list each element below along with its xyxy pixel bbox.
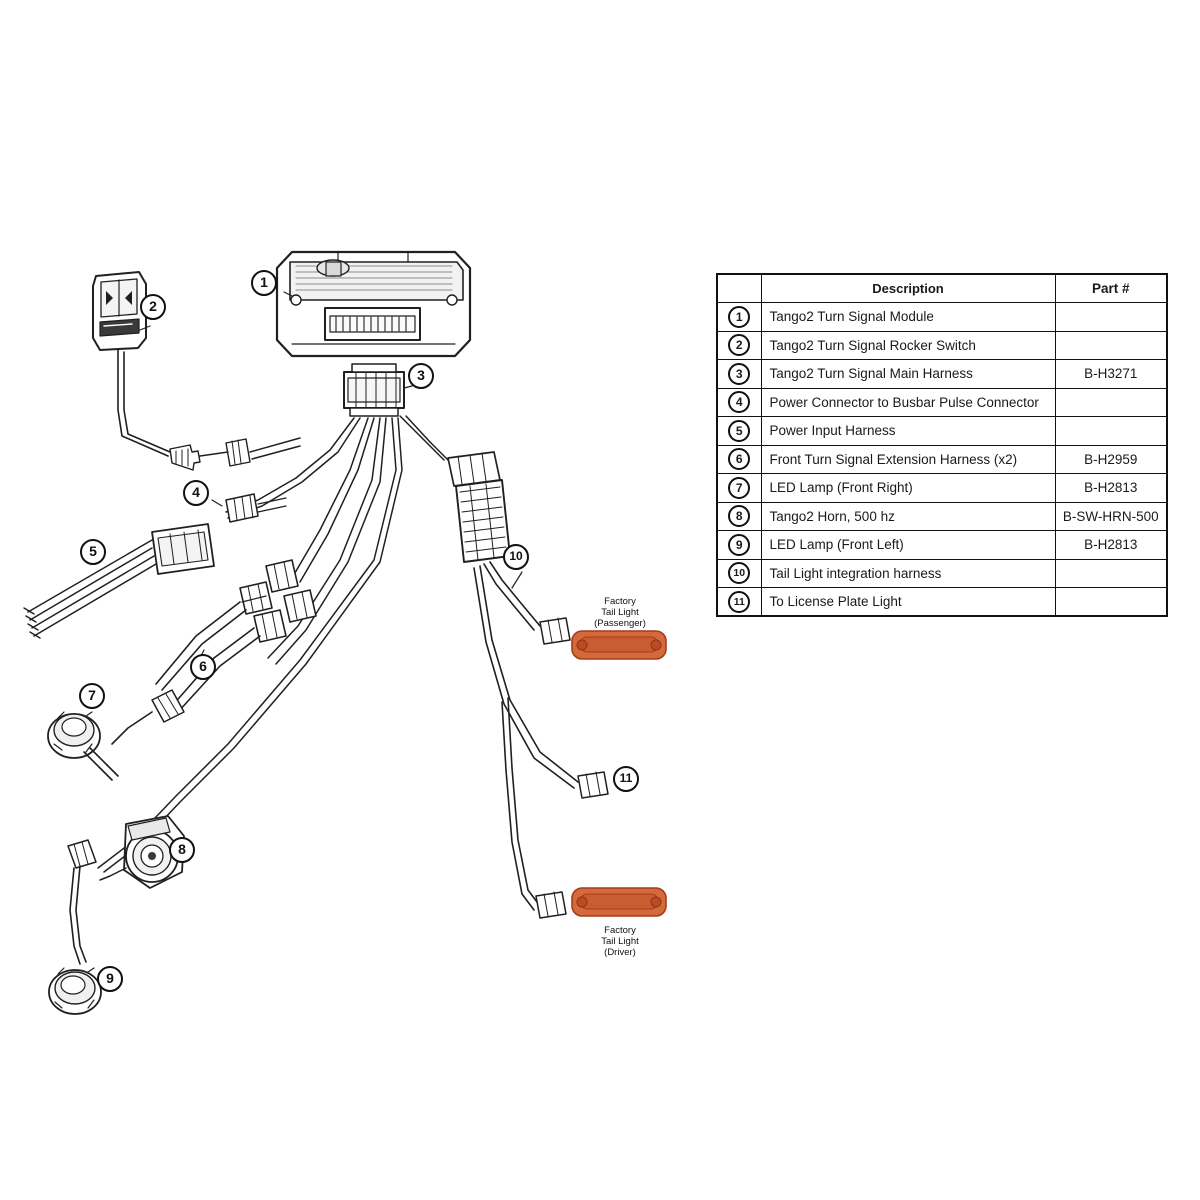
tail-light-integration-harness	[448, 452, 608, 918]
callout-11: 11	[613, 766, 639, 792]
legend-row-description: Tango2 Turn Signal Module	[761, 303, 1055, 332]
tail-light-driver-caption	[575, 925, 665, 958]
legend-row-number	[717, 417, 761, 446]
led-lamp-front-left	[49, 968, 101, 1014]
legend-badge: 8	[728, 505, 750, 527]
table-row	[717, 588, 1167, 617]
table-row	[717, 360, 1167, 389]
power-input-harness	[24, 524, 214, 638]
callout-9: 9	[97, 966, 123, 992]
legend-badge: 6	[728, 448, 750, 470]
callout-2: 2	[140, 294, 166, 320]
legend-row-number	[717, 474, 761, 503]
legend-badge: 9	[728, 534, 750, 556]
factory-tail-light-driver	[572, 888, 666, 916]
legend-row-part	[1055, 588, 1167, 617]
callout-1: 1	[251, 270, 277, 296]
front-extension-harness	[112, 560, 316, 744]
table-row	[717, 303, 1167, 332]
table-row	[717, 388, 1167, 417]
legend-row-number	[717, 360, 761, 389]
legend-header-number	[717, 274, 761, 303]
main-harness-connector	[344, 364, 404, 416]
factory-tail-light-passenger	[572, 631, 666, 659]
callout-6: 6	[190, 654, 216, 680]
legend-row-part	[1055, 417, 1167, 446]
legend-row-description: Tango2 Turn Signal Main Harness	[761, 360, 1055, 389]
callout-7: 7	[79, 683, 105, 709]
legend-row-part	[1055, 331, 1167, 360]
caption-line-3: (Passenger)	[594, 618, 646, 629]
legend-row-description: LED Lamp (Front Right)	[761, 474, 1055, 503]
legend-row-number	[717, 388, 761, 417]
callout-4: 4	[183, 480, 209, 506]
legend-row-description: Front Turn Signal Extension Harness (x2)	[761, 445, 1055, 474]
legend-row-part: B-SW-HRN-500	[1055, 502, 1167, 531]
led-lamp-front-right	[48, 712, 118, 780]
legend-row-description: To License Plate Light	[761, 588, 1055, 617]
callout-10: 10	[503, 544, 529, 570]
table-row	[717, 531, 1167, 560]
legend-badge: 4	[728, 391, 750, 413]
callout-8: 8	[169, 837, 195, 863]
legend-row-part: B-H3271	[1055, 360, 1167, 389]
module-body	[277, 252, 470, 356]
table-row	[717, 445, 1167, 474]
rocker-switch	[93, 272, 300, 470]
legend-header-row	[717, 274, 1167, 303]
legend-row-number	[717, 303, 761, 332]
legend-row-description: Power Input Harness	[761, 417, 1055, 446]
legend-badge: 5	[728, 420, 750, 442]
legend-badge: 7	[728, 477, 750, 499]
left-lamp-lead	[68, 840, 96, 964]
caption-line-2: Tail Light	[601, 607, 639, 618]
table-row	[717, 502, 1167, 531]
legend-row-part: B-H2959	[1055, 445, 1167, 474]
caption-line-3: (Driver)	[604, 947, 636, 958]
legend-row-description: Tail Light integration harness	[761, 559, 1055, 588]
legend-row-part	[1055, 388, 1167, 417]
legend-header-description: Description	[761, 274, 1055, 303]
legend-badge: 3	[728, 363, 750, 385]
harness-branches	[98, 416, 450, 872]
parts-legend-table	[716, 273, 1168, 617]
legend-row-description: Tango2 Horn, 500 hz	[761, 502, 1055, 531]
legend-row-part: B-H2813	[1055, 531, 1167, 560]
caption-line-1: Factory	[604, 596, 636, 607]
caption-line-1: Factory	[604, 925, 636, 936]
legend-row-number	[717, 445, 761, 474]
legend-row-description: Power Connector to Busbar Pulse Connector	[761, 388, 1055, 417]
legend-row-description: LED Lamp (Front Left)	[761, 531, 1055, 560]
table-row	[717, 417, 1167, 446]
callout-5: 5	[80, 539, 106, 565]
table-row	[717, 559, 1167, 588]
legend-row-part	[1055, 559, 1167, 588]
legend-row-number	[717, 588, 761, 617]
legend-badge: 10	[728, 562, 750, 584]
table-row	[717, 331, 1167, 360]
legend-row-number	[717, 331, 761, 360]
legend-badge: 1	[728, 306, 750, 328]
table-row	[717, 474, 1167, 503]
legend-header-part: Part #	[1055, 274, 1167, 303]
caption-line-2: Tail Light	[601, 936, 639, 947]
legend-row-number	[717, 559, 761, 588]
tail-light-passenger-caption	[575, 596, 665, 629]
legend-row-number	[717, 502, 761, 531]
callout-3: 3	[408, 363, 434, 389]
power-busbar-connector	[226, 494, 286, 522]
legend-row-part: B-H2813	[1055, 474, 1167, 503]
legend-row-part	[1055, 303, 1167, 332]
legend-badge: 2	[728, 334, 750, 356]
legend-badge: 11	[728, 591, 750, 613]
legend-row-number	[717, 531, 761, 560]
legend-row-description: Tango2 Turn Signal Rocker Switch	[761, 331, 1055, 360]
